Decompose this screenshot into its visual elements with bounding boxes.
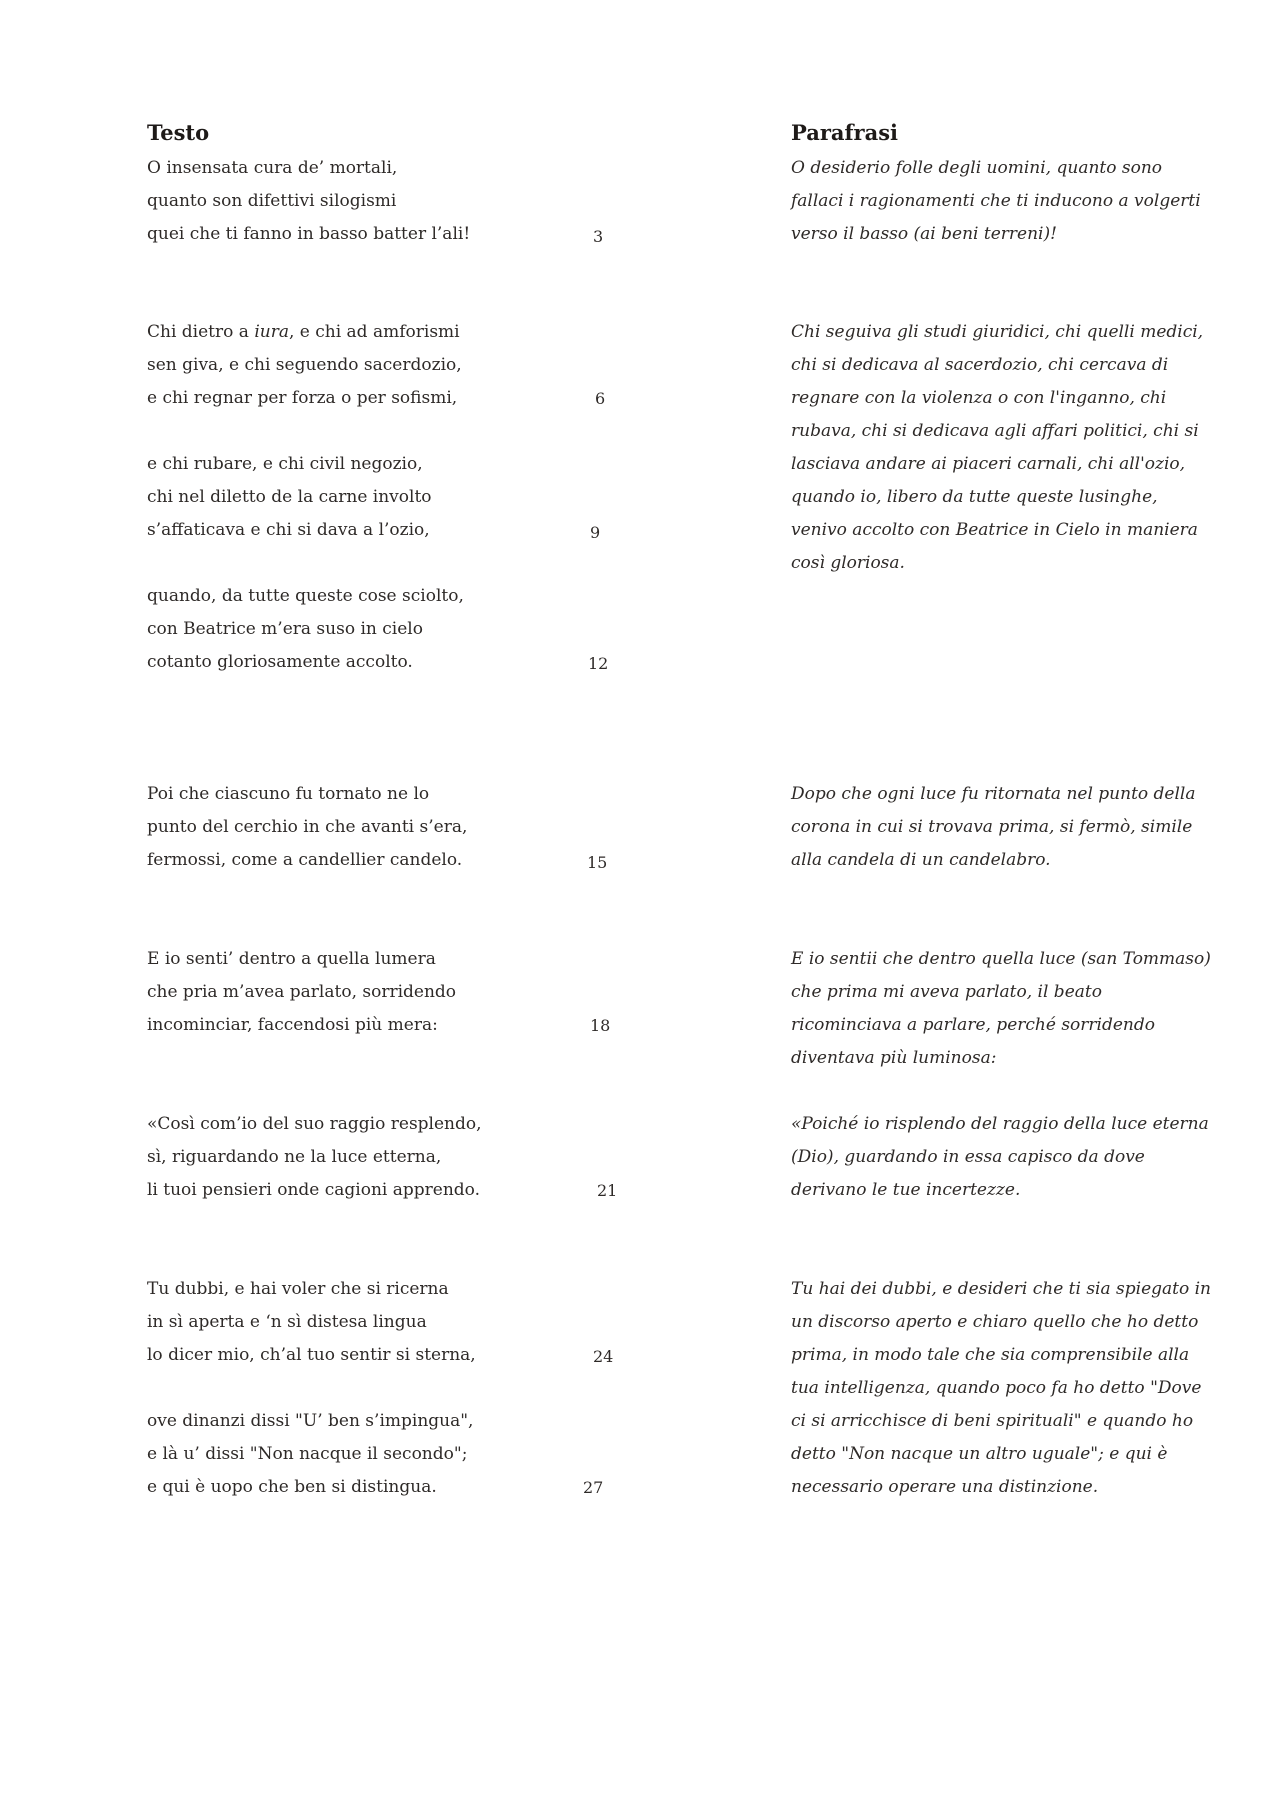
testo-stanza-9 xyxy=(147,1405,627,1504)
verse-line: e qui è uopo che ben si distingua. xyxy=(147,1477,437,1497)
verse-number: 6 xyxy=(595,389,606,408)
paraphrase-line: Tu hai dei dubbi, e desideri che ti sia spiegato in xyxy=(791,1279,1212,1299)
verse-number: 27 xyxy=(583,1478,604,1497)
testo-stanza-3 xyxy=(147,448,627,547)
parafrasi-block-4 xyxy=(791,943,1231,1075)
verse-number: 18 xyxy=(590,1016,611,1035)
paraphrase-line: che prima mi aveva parlato, il beato xyxy=(791,982,1102,1002)
paraphrase-line: necessario operare una distinzione. xyxy=(791,1477,1099,1497)
verse-line: Poi che ciascuno fu tornato ne lo xyxy=(147,784,430,804)
paraphrase-line: Chi seguiva gli studi giuridici, chi quelli medici, xyxy=(791,322,1204,342)
testo-stanza-7 xyxy=(147,1108,627,1207)
verse-line: punto del cerchio in che avanti s’era, xyxy=(147,817,468,837)
testo-stanza-1 xyxy=(147,152,627,251)
paraphrase-line: (Dio), guardando in essa capisco da dove xyxy=(791,1147,1145,1167)
verse-line: e là u’ dissi "Non nacque il secondo"; xyxy=(147,1444,468,1464)
paraphrase-line: regnare con la violenza o con l'inganno, chi xyxy=(791,388,1167,408)
verse-line: quanto son difettivi silogismi xyxy=(147,191,397,211)
paraphrase-line: un discorso aperto e chiaro quello che ho detto xyxy=(791,1312,1199,1332)
verse-line: sen giva, e chi seguendo sacerdozio, xyxy=(147,355,462,375)
paraphrase-line: ci si arricchisce di beni spirituali" e quando ho xyxy=(791,1411,1194,1431)
paraphrase-line: verso il basso (ai beni terreni)! xyxy=(791,224,1057,244)
paraphrase-line: diventava più luminosa: xyxy=(791,1048,997,1068)
verse-number: 9 xyxy=(590,523,601,542)
italic-word-iura: iura xyxy=(254,322,289,342)
paraphrase-line: così gloriosa. xyxy=(791,553,905,573)
verse-line: e chi regnar per forza o per sofismi, xyxy=(147,388,458,408)
verse-line: con Beatrice m’era suso in cielo xyxy=(147,619,423,639)
paraphrase-line: E io sentii che dentro quella luce (san Tommaso) xyxy=(791,949,1211,969)
testo-stanza-4 xyxy=(147,580,627,679)
testo-stanza-2 xyxy=(147,316,627,415)
verse-line: che pria m’avea parlato, sorridendo xyxy=(147,982,457,1002)
parafrasi-block-6 xyxy=(791,1273,1231,1504)
testo-stanza-5 xyxy=(147,778,627,877)
verse-line: E io senti’ dentro a quella lumera xyxy=(147,949,436,969)
paraphrase-line: lasciava andare ai piaceri carnali, chi all'ozio, xyxy=(791,454,1186,474)
verse-line: quando, da tutte queste cose sciolto, xyxy=(147,586,464,606)
verse-line: in sì aperta e ‘n sì distesa lingua xyxy=(147,1312,427,1332)
verse-line: Chi dietro a iura, e chi ad amforismi xyxy=(147,322,460,342)
paraphrase-line: venivo accolto con Beatrice in Cielo in maniera xyxy=(791,520,1198,540)
paraphrase-line: Dopo che ogni luce fu ritornata nel punto della xyxy=(791,784,1196,804)
verse-line: lo dicer mio, ch’al tuo sentir si sterna, xyxy=(147,1345,476,1365)
paraphrase-line: detto "Non nacque un altro uguale"; e qui è xyxy=(791,1444,1168,1464)
testo-stanza-6 xyxy=(147,943,627,1042)
verse-line: ove dinanzi dissi "U’ ben s’impingua", xyxy=(147,1411,474,1431)
verse-line: s’affaticava e chi si dava a l’ozio, xyxy=(147,520,430,540)
verse-line: li tuoi pensieri onde cagioni apprendo. xyxy=(147,1180,481,1200)
paraphrase-line: prima, in modo tale che sia comprensibile alla xyxy=(791,1345,1190,1365)
paraphrase-line: quando io, libero da tutte queste lusinghe, xyxy=(791,487,1158,507)
verse-line: cotanto gloriosamente accolto. xyxy=(147,652,413,672)
verse-number: 12 xyxy=(588,654,609,673)
verse-line: quei che ti fanno in basso batter l’ali! xyxy=(147,224,471,244)
testo-heading: Testo xyxy=(147,120,210,145)
paraphrase-line: alla candela di un candelabro. xyxy=(791,850,1051,870)
verse-line: fermossi, come a candellier candelo. xyxy=(147,850,463,870)
parafrasi-block-5 xyxy=(791,1108,1231,1207)
verse-number: 3 xyxy=(593,227,604,246)
parafrasi-heading: Parafrasi xyxy=(791,120,899,145)
paraphrase-line: O desiderio folle degli uomini, quanto sono xyxy=(791,158,1163,178)
verse-line: «Così com’io del suo raggio resplendo, xyxy=(147,1114,482,1134)
verse-line: incominciar, faccendosi più mera: xyxy=(147,1015,438,1035)
paraphrase-line: rubava, chi si dedicava agli affari politici, chi si xyxy=(791,421,1199,441)
paraphrase-line: fallaci i ragionamenti che ti inducono a volgerti xyxy=(791,191,1201,211)
parafrasi-block-3 xyxy=(791,778,1231,877)
paraphrase-line: derivano le tue incertezze. xyxy=(791,1180,1021,1200)
verse-number: 21 xyxy=(597,1181,618,1200)
paraphrase-line: chi si dedicava al sacerdozio, chi cercava di xyxy=(791,355,1169,375)
verse-line: e chi rubare, e chi civil negozio, xyxy=(147,454,423,474)
paraphrase-line: corona in cui si trovava prima, si fermò, simile xyxy=(791,817,1193,837)
verse-line: Tu dubbi, e hai voler che si ricerna xyxy=(147,1279,449,1299)
parafrasi-block-2 xyxy=(791,316,1231,580)
verse-line: O insensata cura de’ mortali, xyxy=(147,158,398,178)
paraphrase-line: «Poiché io risplendo del raggio della luce eterna xyxy=(791,1114,1209,1134)
verse-line: sì, riguardando ne la luce etterna, xyxy=(147,1147,442,1167)
paraphrase-line: tua intelligenza, quando poco fa ho detto "Dove xyxy=(791,1378,1202,1398)
verse-number: 15 xyxy=(587,853,608,872)
verse-number: 24 xyxy=(593,1347,614,1366)
parafrasi-block-1 xyxy=(791,152,1231,251)
verse-line: chi nel diletto de la carne involto xyxy=(147,487,432,507)
paraphrase-line: ricominciava a parlare, perché sorridendo xyxy=(791,1015,1155,1035)
testo-stanza-8 xyxy=(147,1273,627,1372)
